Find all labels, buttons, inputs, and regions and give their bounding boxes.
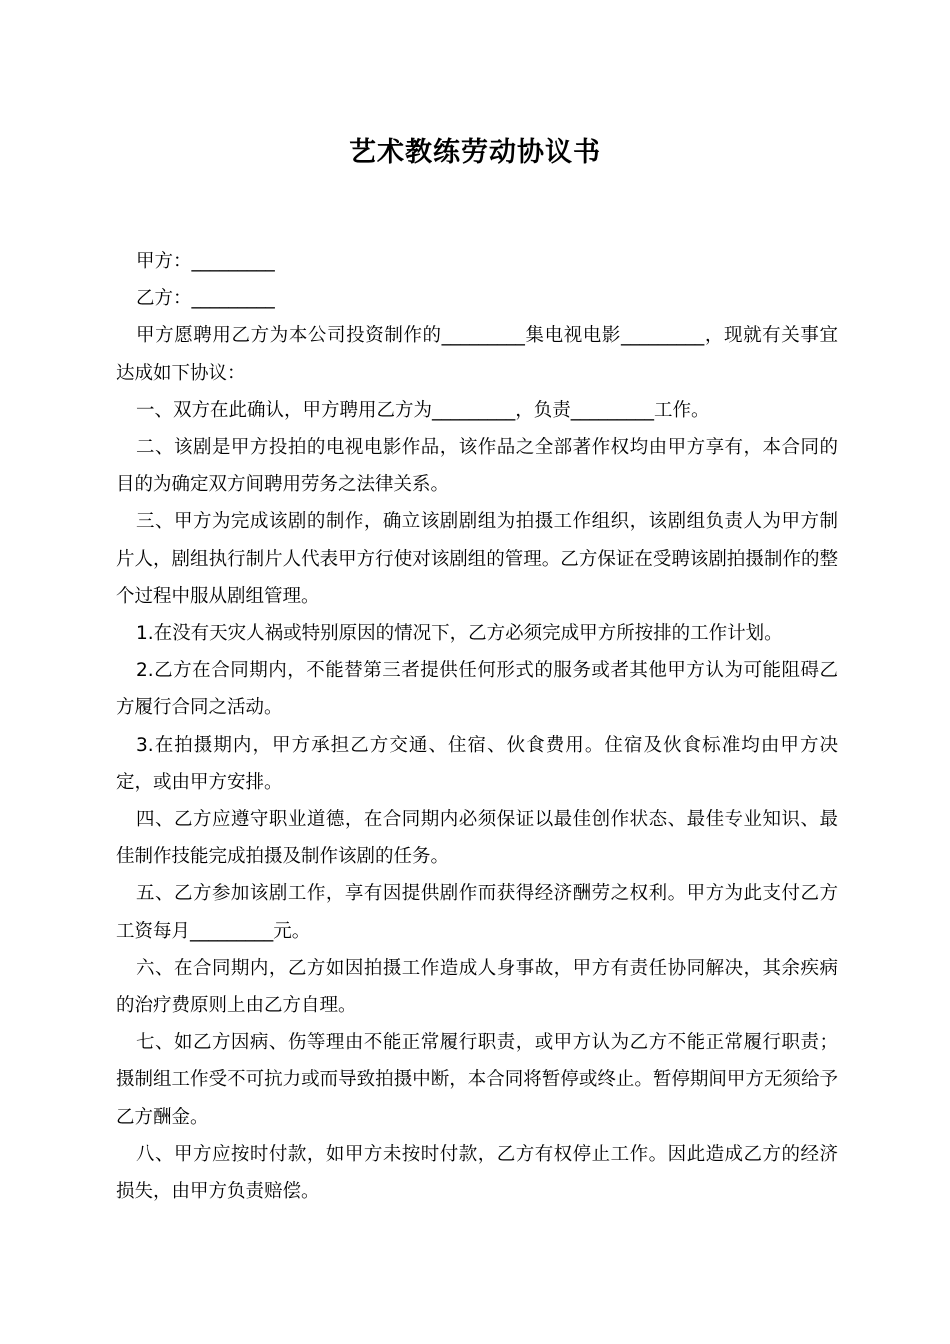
party-b-line: 乙方：_________ [136,288,275,310]
document-body [116,243,838,1210]
clause-1: 一、双方在此确认，甲方聘用乙方为_________，负责_________工作。 [136,399,710,421]
preamble-paragraph: 甲方愿聘用乙方为本公司投资制作的_________集电视电影_________，现就有关事宜达成如下协议： [116,325,838,384]
clause-3-item-3: 3.在拍摄期内，甲方承担乙方交通、住宿、伙食费用。住宿及伙食标准均由甲方决定，或由甲方安排。 [116,734,838,793]
clause-6: 六、在合同期内，乙方如因拍摄工作造成人身事故，甲方有责任协同解决，其余疾病的治疗费原则上由乙方自理。 [116,957,838,1017]
party-a-line: 甲方：_________ [136,251,275,272]
clause-5: 五、乙方参加该剧工作，享有因提供剧作而获得经济酬劳之权利。甲方为此支付乙方工资每月_________元。 [116,883,838,942]
clause-3-item-1: 1.在没有天灾人祸或特别原因的情况下，乙方必须完成甲方所按排的工作计划。 [136,623,783,645]
clause-3: 三、甲方为完成该剧的制作，确立该剧剧组为拍摄工作组织，该剧组负责人为甲方制片人，剧组执行制片人代表甲方行使对该剧组的管理。乙方保证在受聘该剧拍摄制作的整个过程中服从剧组管理。 [116,511,838,607]
clause-7: 七、如乙方因病、伤等理由不能正常履行职责，或甲方认为乙方不能正常履行职责；摄制组工作受不可抗力或而导致拍摄中断，本合同将暂停或终止。暂停期间甲方无须给予乙方酬金。 [116,1032,838,1128]
clause-8: 八、甲方应按时付款，如甲方未按时付款，乙方有权停止工作。因此造成乙方的经济损失，由甲方负责赔偿。 [116,1143,838,1203]
clause-3-item-2: 2.乙方在合同期内，不能替第三者提供任何形式的服务或者其他甲方认为可能阻碍乙方履行合同之活动。 [116,660,838,719]
clause-4: 四、乙方应遵守职业道德，在合同期内必须保证以最佳创作状态、最佳专业知识、最佳制作技能完成拍摄及制作该剧的任务。 [116,809,838,868]
clause-2: 二、该剧是甲方投拍的电视电影作品，该作品之全部著作权均由甲方享有，本合同的目的为确定双方间聘用劳务之法律关系。 [116,437,838,496]
document-title: 艺术教练劳动协议书 [349,137,601,168]
